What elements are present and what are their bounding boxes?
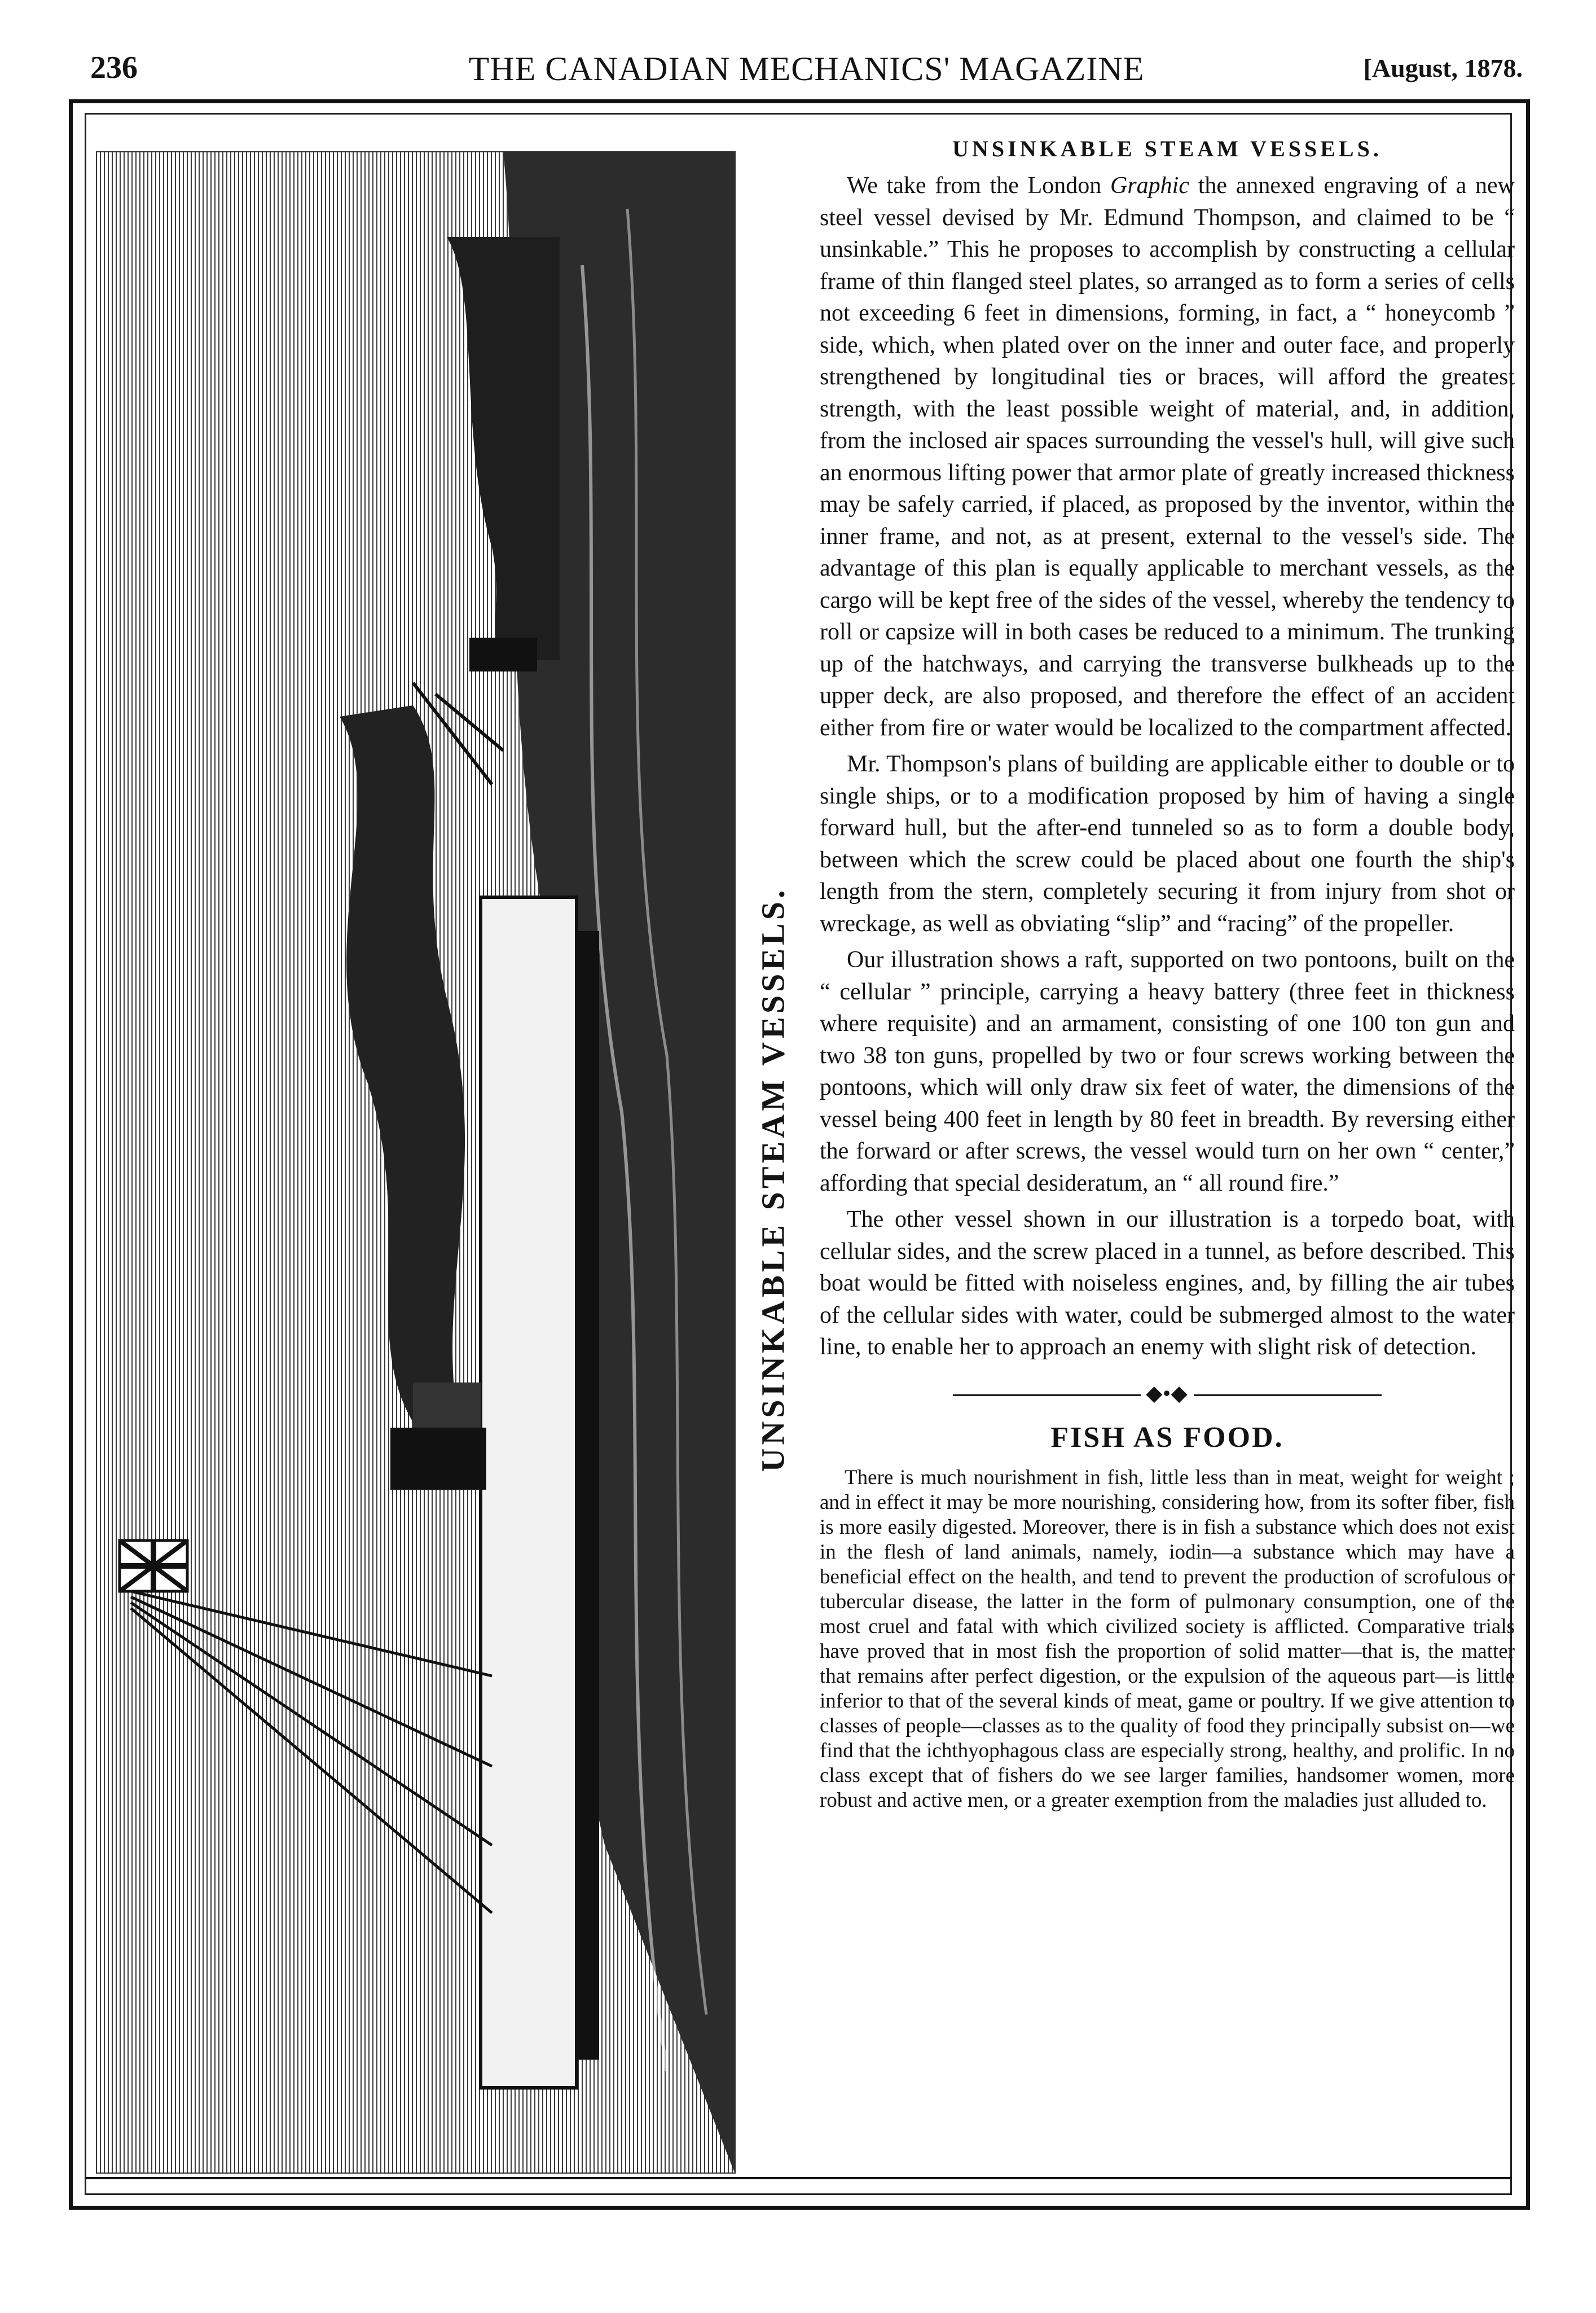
torpedo-boat-shape	[469, 638, 537, 671]
turret-shape	[413, 1382, 481, 1428]
article-title-unsinkable: UNSINKABLE STEAM VESSELS.	[952, 136, 1382, 161]
rigging-line	[131, 1597, 492, 1766]
page-number: 236	[90, 50, 138, 85]
article1-paragraph-1: We take from the London Graphic the annexed engraving of a new steel vessel devised by Mr. Edmund Thompson, and claimed to be “ unsinkable.” This he proposes to accomplish by constructing a cellular frame of thin flanged steel plates, so arranged as to form a series of cells not exceeding 6 feet in dimensions, forming, in fact, a “ honeycomb ” side, which, when plated over on the inner and outer face, and properly strengthened by longitudinal ties or braces, will afford the greatest strength, with the least possible weight of material, and, in addition, from the inclosed air spaces surrounding the vessel's hull, will give such an enormous lifting power that armor plate of greatly increased thickness may be safely carried, if placed, as proposed by the inventor, within the inner frame, and not, as at present, external to the vessel's side. The advantage of this plan is equally applicable to merchant vessels, as the cargo will be kept free of the sides of the vessel, whereby the tendency to roll or capsize will in both cases be reduced to a minimum. The trunking up of the hatchways, and carrying the transverse bulkheads up to the upper deck, are also proposed, and therefore the effect of an accident either from fire or water would be localized to the compartment affected.	[820, 173, 1515, 741]
ship-engraving	[96, 151, 736, 2174]
article1-paragraph-4: The other vessel shown in our illustration is a torpedo boat, with cellular sides, and the screw placed in a tunnel, as before described. This boat would be fitted with noiseless engines, and, by filling the air tubes of the cellular sides with water, could be submerged almost to the water line, to enable her to approach an enemy with slight risk of detection.	[820, 1206, 1515, 1360]
section-divider	[953, 1381, 1382, 1405]
funnel-shape	[390, 1428, 486, 1490]
smoke-plume-shape	[340, 705, 465, 1422]
article-title-fish: FISH AS FOOD.	[1050, 1421, 1284, 1454]
rigging-line	[131, 1591, 492, 1676]
magazine-title: THE CANADIAN MECHANICS' MAGAZINE	[468, 50, 1145, 87]
rigging-line	[131, 1608, 492, 1913]
bottom-rule	[85, 2177, 1512, 2179]
engraving-drawing	[97, 152, 735, 2172]
article2-paragraph-1: There is much nourishment in fish, little less than in meat, weight for weight ; and in effect it may be more nourishing, considering how, from its softer fiber, fish is more easily digested. Moreover, there is in fish a substance which does not exist in the flesh of land animals, namely, iodin—a substance which may have a beneficial effect on the health, and tend to prevent the production of scrofulous or tubercular disease, the latter in the form of pulmonary consumption, one of the most cruel and fatal with which civilized society is afflicted. Comparative trials have proved that in most fish the proportion of solid matter—that is, the matter that remains after perfect digestion, or the expulsion of the aqueous part—is little inferior to that of the several kinds of meat, game or poultry. If we give attention to classes of people—classes as to the quality of food they principally subsist on—we find that the ichthyophagous class are especially strong, healthy, and prolific. In no class except that of fishers do we see larger families, handsomer women, more robust and active men, or a greater exemption from the maladies just alluded to.	[820, 1465, 1515, 1812]
publication-name: Graphic	[1110, 173, 1189, 199]
issue-date: [August, 1878.	[1363, 54, 1523, 82]
divider-ornament-icon: ◆•◆	[1141, 1381, 1194, 1405]
hull-shadow-shape	[577, 931, 599, 2060]
rigging-line	[131, 1603, 492, 1845]
raft-hull-shape	[481, 897, 577, 2088]
distant-land-shape	[447, 237, 560, 660]
text-column	[820, 135, 1515, 1818]
figure-caption: UNSINKABLE STEAM VESSELS.	[754, 886, 792, 1472]
article1-paragraph-2: Mr. Thompson's plans of building are applicable either to double or to single ships, or to a modification proposed by him of having a single forward hull, but the after-end tunneled so as to form a double body, between which the screw could be placed about one fourth the ship's length from the stern, completely securing it from injury from shot or wreckage, as well as obviating “slip” and “racing” of the propeller.	[820, 751, 1515, 937]
running-head	[90, 50, 1523, 100]
article1-paragraph-3: Our illustration shows a raft, supported on two pontoons, built on the “ cellular ” principle, carrying a heavy battery (three feet in thickness where requisite) and an armament, consisting of one 100 ton gun and two 38 ton guns, propelled by two or four screws working between the pontoons, which will only draw six feet of water, the dimensions of the vessel being 400 feet in length by 80 feet in breadth. By reversing either the forward or after screws, the vessel would turn on her own “ center,” affording that special desideratum, an “ all round fire.”	[820, 947, 1515, 1196]
